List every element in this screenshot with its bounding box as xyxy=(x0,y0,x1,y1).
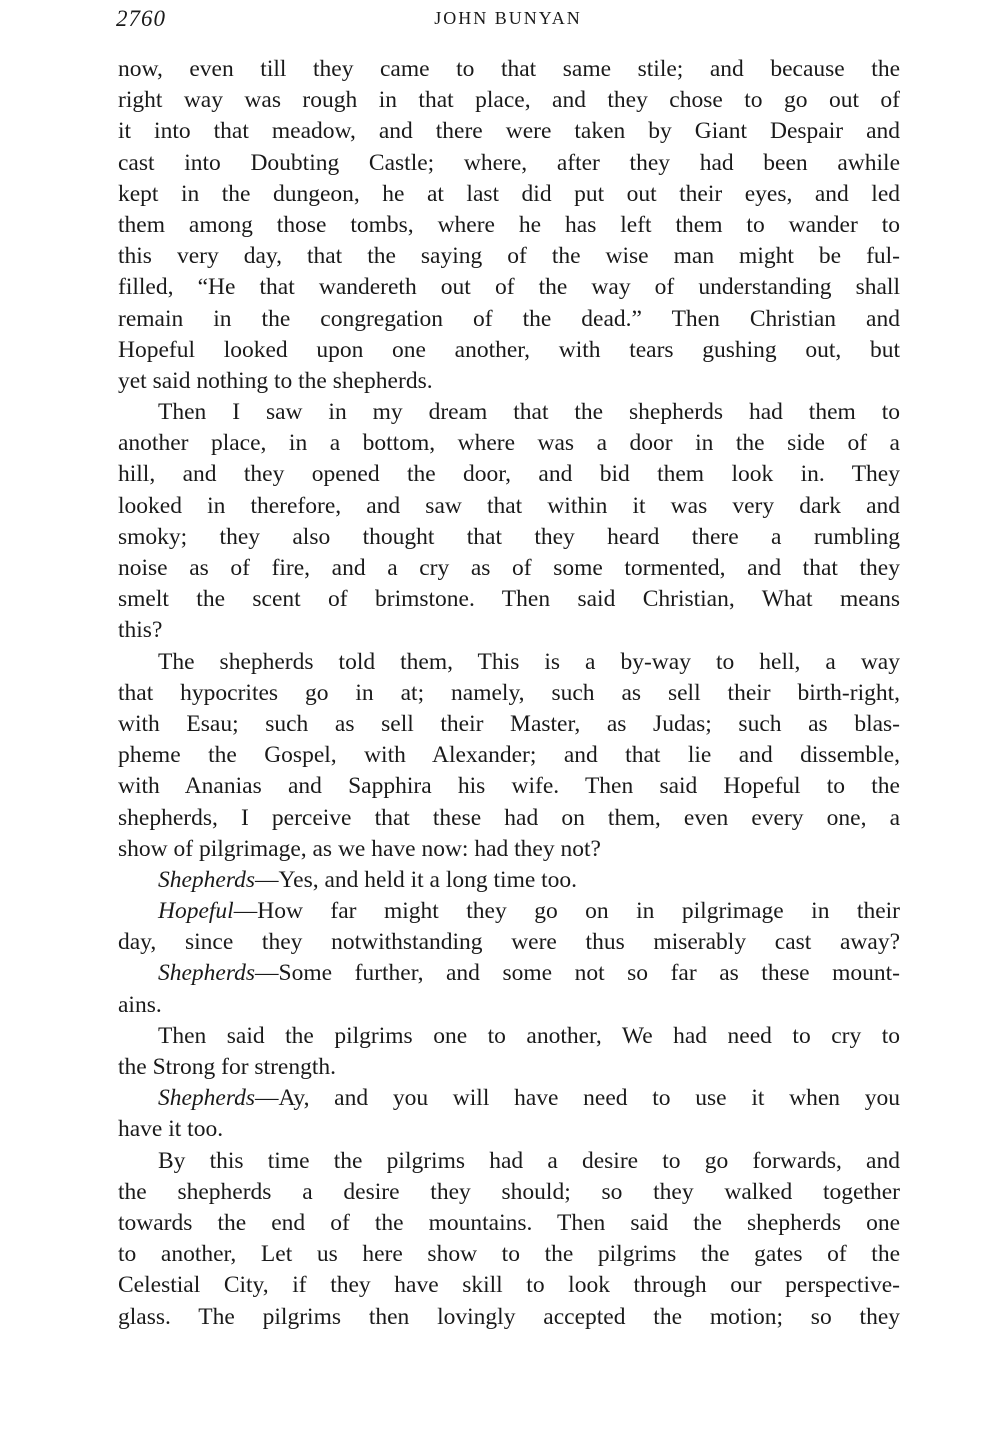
text-line xyxy=(118,179,900,210)
page-header xyxy=(116,6,900,32)
text-line xyxy=(118,1208,900,1239)
text-line xyxy=(118,335,900,366)
text-line xyxy=(118,1083,900,1114)
speaker-name: Shepherds xyxy=(158,866,256,893)
line-text: this? xyxy=(118,617,163,644)
running-head: JOHN BUNYAN xyxy=(434,8,582,28)
text-line xyxy=(118,709,900,740)
line-text: noise as of fire, and a cry as of some tormented, and that they xyxy=(118,555,900,581)
line-text: filled, “He that wandereth out of the way of understanding shall xyxy=(118,274,900,301)
text-line xyxy=(118,896,900,927)
text-line xyxy=(118,990,900,1021)
line-text: looked in therefore, and saw that within it was very dark and xyxy=(118,492,900,519)
text-line xyxy=(118,1052,900,1083)
text-line xyxy=(118,1302,900,1333)
line-text: show of pilgrimage, as we have now: had they not? xyxy=(118,835,601,862)
line-text: ains. xyxy=(118,991,162,1018)
line-text: right way was rough in that place, and they chose to go out of xyxy=(118,87,900,114)
line-text: By this time the pilgrims had a desire to go forwards, and xyxy=(158,1147,900,1174)
text-line xyxy=(118,522,900,553)
text-line xyxy=(118,615,900,646)
text-line xyxy=(118,834,900,865)
line-text: have it too. xyxy=(118,1116,224,1143)
text-line xyxy=(118,366,900,397)
text-line xyxy=(118,865,900,896)
text-line xyxy=(118,459,900,490)
line-text: shepherds, I perceive that these had on them, even every one, a xyxy=(118,804,900,831)
line-text: —Yes, and held it a long time too. xyxy=(255,866,578,893)
text-line xyxy=(118,803,900,834)
line-text: The shepherds told them, This is a by-way to hell, a way xyxy=(158,648,900,675)
text-line xyxy=(118,927,900,958)
text-line xyxy=(118,491,900,522)
line-text: smelt the scent of brimstone. Then said Christian, What means xyxy=(118,586,900,613)
text-line xyxy=(118,1021,900,1052)
line-text: smoky; they also thought that they heard there a rumbling xyxy=(118,523,900,550)
text-line xyxy=(118,740,900,771)
line-text: with Ananias and Sapphira his wife. Then said Hopeful to the xyxy=(118,773,900,800)
line-text: cast into Doubting Castle; where, after they had been awhile xyxy=(118,149,900,176)
page-number: 2760 xyxy=(116,6,166,31)
line-text: the shepherds a desire they should; so they walked together xyxy=(118,1178,900,1205)
line-text: them among those tombs, where he has left them to wander to xyxy=(118,211,900,238)
text-line xyxy=(118,1146,900,1177)
text-line xyxy=(118,272,900,303)
line-text: glass. The pilgrims then lovingly accepted the motion; so they xyxy=(118,1303,900,1330)
text-line xyxy=(118,116,900,147)
line-text: Celestial City, if they have skill to look through our perspective- xyxy=(118,1272,900,1299)
text-line xyxy=(118,1114,900,1145)
line-text: towards the end of the mountains. Then said the shepherds one xyxy=(118,1209,900,1236)
text-line xyxy=(118,210,900,241)
line-text: day, since they notwithstanding were thus miserably cast away? xyxy=(118,929,900,956)
line-text: Then I saw in my dream that the shepherds had them to xyxy=(158,399,900,426)
text-line xyxy=(118,1239,900,1270)
line-text: with Esau; such as sell their Master, as Judas; such as blas- xyxy=(118,710,900,737)
line-text: —Ay, and you will have need to use it when you xyxy=(255,1085,900,1112)
text-line xyxy=(118,304,900,335)
text-line xyxy=(118,584,900,615)
line-text: pheme the Gospel, with Alexander; and that lie and dissemble, xyxy=(118,742,900,769)
text-line xyxy=(118,1270,900,1301)
text-line xyxy=(118,678,900,709)
line-text: yet said nothing to the shepherds. xyxy=(118,367,433,394)
speaker-name: Shepherds xyxy=(158,960,256,987)
line-text: remain in the congregation of the dead.” Then Christian and xyxy=(118,305,900,332)
line-text: it into that meadow, and there were taken by Giant Despair and xyxy=(118,118,900,145)
line-text: —Some further, and some not so far as these mount- xyxy=(255,960,900,987)
text-line xyxy=(118,397,900,428)
text-line xyxy=(118,958,900,989)
body-text xyxy=(118,54,900,1333)
text-line xyxy=(118,148,900,179)
line-text: hill, and they opened the door, and bid them look in. They xyxy=(118,461,900,488)
text-line xyxy=(118,428,900,459)
line-text: another place, in a bottom, where was a door in the side of a xyxy=(118,430,900,457)
line-text: to another, Let us here show to the pilgrims the gates of the xyxy=(118,1241,900,1268)
line-text: now, even till they came to that same stile; and because the xyxy=(118,56,900,82)
text-line xyxy=(118,241,900,272)
line-text: that hypocrites go in at; namely, such as sell their birth-right, xyxy=(118,679,900,706)
line-text: the Strong for strength. xyxy=(118,1054,336,1080)
text-line xyxy=(118,771,900,802)
line-text: this very day, that the saying of the wise man might be ful- xyxy=(118,243,900,270)
text-line xyxy=(118,647,900,678)
text-line xyxy=(118,553,900,584)
line-text: Then said the pilgrims one to another, We had need to cry to xyxy=(158,1022,900,1049)
text-line xyxy=(118,1177,900,1208)
text-line xyxy=(118,85,900,116)
text-line xyxy=(118,54,900,85)
speaker-name: Shepherds xyxy=(158,1085,256,1112)
line-text: Hopeful looked upon one another, with tears gushing out, but xyxy=(118,336,900,363)
line-text: kept in the dungeon, he at last did put out their eyes, and led xyxy=(118,180,900,207)
speaker-name: Hopeful xyxy=(158,898,234,925)
line-text: —How far might they go on in pilgrimage in their xyxy=(233,898,900,925)
